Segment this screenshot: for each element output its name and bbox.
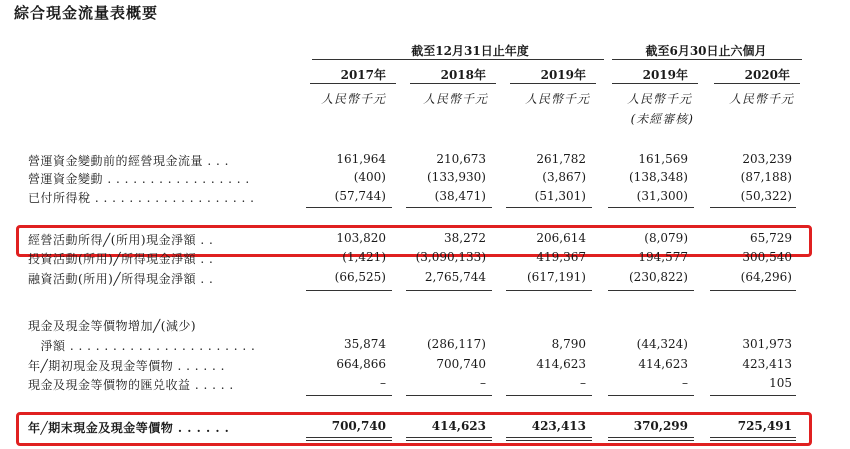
row-value: (38,471) <box>434 189 486 203</box>
sum-rule <box>710 290 796 291</box>
double-underline <box>406 437 492 441</box>
table-row <box>0 376 850 396</box>
sum-rule <box>608 395 694 396</box>
row-value: (51,301) <box>534 189 586 203</box>
row-value: (617,191) <box>527 270 586 284</box>
column-year-3: 2019年 <box>642 68 688 82</box>
row-value: 414,623 <box>638 357 688 371</box>
row-value: 414,623 <box>431 419 486 433</box>
column-underline-3 <box>612 83 698 84</box>
row-value: 210,673 <box>436 152 486 166</box>
column-year-2: 2019年 <box>540 68 586 82</box>
row-value: (286,117) <box>427 337 486 351</box>
row-value: 423,413 <box>531 419 586 433</box>
row-value: – <box>480 376 486 390</box>
table-row <box>0 317 850 337</box>
row-value: (87,188) <box>740 170 792 184</box>
row-value: 2,765,744 <box>424 270 486 284</box>
sum-rule <box>406 395 492 396</box>
column-note-3: (未經審核) <box>630 112 694 126</box>
row-value: 161,569 <box>638 152 688 166</box>
row-value: 38,272 <box>444 231 486 245</box>
sum-rule <box>306 395 392 396</box>
column-underline-2 <box>510 83 596 84</box>
row-value: 300,540 <box>742 250 792 264</box>
sum-rule <box>406 290 492 291</box>
sum-rule <box>306 290 392 291</box>
table-row <box>0 419 850 439</box>
group-underline-half <box>612 59 802 60</box>
column-unit-0: 人民幣千元 <box>320 92 386 106</box>
row-label: 年╱期末現金及現金等價物 . . . . . . <box>28 421 230 435</box>
row-value: (44,324) <box>636 337 688 351</box>
row-value: 664,866 <box>336 357 386 371</box>
column-unit-1: 人民幣千元 <box>422 92 488 106</box>
group-header-annual: 截至12月31日止年度 <box>411 44 529 58</box>
row-label: 現金及現金等價物的匯兑收益 . . . . . <box>28 378 234 392</box>
row-value: (138,348) <box>629 170 688 184</box>
row-label: 營運資金變動 . . . . . . . . . . . . . . . . . <box>28 172 250 186</box>
table-row <box>0 189 850 209</box>
double-underline <box>506 437 592 441</box>
row-value: 161,964 <box>336 152 386 166</box>
row-value: (133,930) <box>427 170 486 184</box>
table-row <box>0 231 850 251</box>
double-underline <box>306 437 392 441</box>
row-value: (57,744) <box>334 189 386 203</box>
row-value: 301,973 <box>742 337 792 351</box>
row-value: (31,300) <box>636 189 688 203</box>
column-unit-2: 人民幣千元 <box>524 92 590 106</box>
row-value: (1,421) <box>342 250 386 264</box>
row-value: – <box>380 376 386 390</box>
row-value: 105 <box>769 376 792 390</box>
sum-rule <box>608 207 694 208</box>
double-underline <box>608 437 694 441</box>
row-label: 淨額 . . . . . . . . . . . . . . . . . . . . . . <box>28 339 256 353</box>
row-label: 年╱期初現金及現金等價物 . . . . . . <box>28 359 225 373</box>
sum-rule <box>710 207 796 208</box>
row-label: 現金及現金等價物增加╱(減少) <box>28 319 197 333</box>
row-value: 65,729 <box>750 231 792 245</box>
row-value: 700,740 <box>331 419 386 433</box>
column-underline-1 <box>410 83 496 84</box>
sum-rule <box>406 207 492 208</box>
row-value: 103,820 <box>336 231 386 245</box>
row-value: 8,790 <box>551 337 586 351</box>
sum-rule <box>506 207 592 208</box>
row-value: 419,367 <box>536 250 586 264</box>
row-value: – <box>580 376 586 390</box>
sum-rule <box>608 290 694 291</box>
column-year-4: 2020年 <box>744 68 790 82</box>
table-row <box>0 337 850 357</box>
table-row <box>0 250 850 270</box>
row-value: 414,623 <box>536 357 586 371</box>
row-label: 融資活動(所用)╱所得現金淨額 . . <box>28 272 214 286</box>
column-unit-4: 人民幣千元 <box>728 92 794 106</box>
row-label: 經營活動所得╱(所用)現金淨額 . . <box>28 233 214 247</box>
row-value: 206,614 <box>536 231 586 245</box>
row-value: 725,491 <box>737 419 792 433</box>
row-value: (66,525) <box>334 270 386 284</box>
row-value: 370,299 <box>633 419 688 433</box>
row-value: (400) <box>353 170 386 184</box>
sum-rule <box>506 395 592 396</box>
sum-rule <box>506 290 592 291</box>
row-value: (50,322) <box>740 189 792 203</box>
column-year-0: 2017年 <box>340 68 386 82</box>
column-underline-0 <box>310 83 396 84</box>
sum-rule <box>710 395 796 396</box>
column-unit-3: 人民幣千元 <box>626 92 692 106</box>
page-title: 綜合現金流量表概要 <box>14 4 159 22</box>
sum-rule <box>306 207 392 208</box>
table-row <box>0 357 850 377</box>
double-underline <box>710 437 796 441</box>
row-label: 已付所得稅 . . . . . . . . . . . . . . . . . . . <box>28 191 255 205</box>
row-value: 423,413 <box>742 357 792 371</box>
row-value: 35,874 <box>344 337 386 351</box>
row-value: 700,740 <box>436 357 486 371</box>
row-value: 203,239 <box>742 152 792 166</box>
row-value: 194,577 <box>638 250 688 264</box>
row-value: – <box>682 376 688 390</box>
row-value: (3,090,133) <box>415 250 486 264</box>
row-value: (3,867) <box>542 170 586 184</box>
group-underline-annual <box>312 59 604 60</box>
row-value: (8,079) <box>644 231 688 245</box>
row-value: (230,822) <box>629 270 688 284</box>
table-row <box>0 152 850 172</box>
row-label: 營運資金變動前的經營現金流量 . . . <box>28 154 229 168</box>
row-value: (64,296) <box>740 270 792 284</box>
row-label: 投資活動(所用)╱所得現金淨額 . . <box>28 252 214 266</box>
table-row <box>0 270 850 290</box>
table-row <box>0 170 850 190</box>
column-underline-4 <box>714 83 800 84</box>
row-value: 261,782 <box>536 152 586 166</box>
group-header-half: 截至6月30日止六個月 <box>645 44 767 58</box>
column-year-1: 2018年 <box>440 68 486 82</box>
